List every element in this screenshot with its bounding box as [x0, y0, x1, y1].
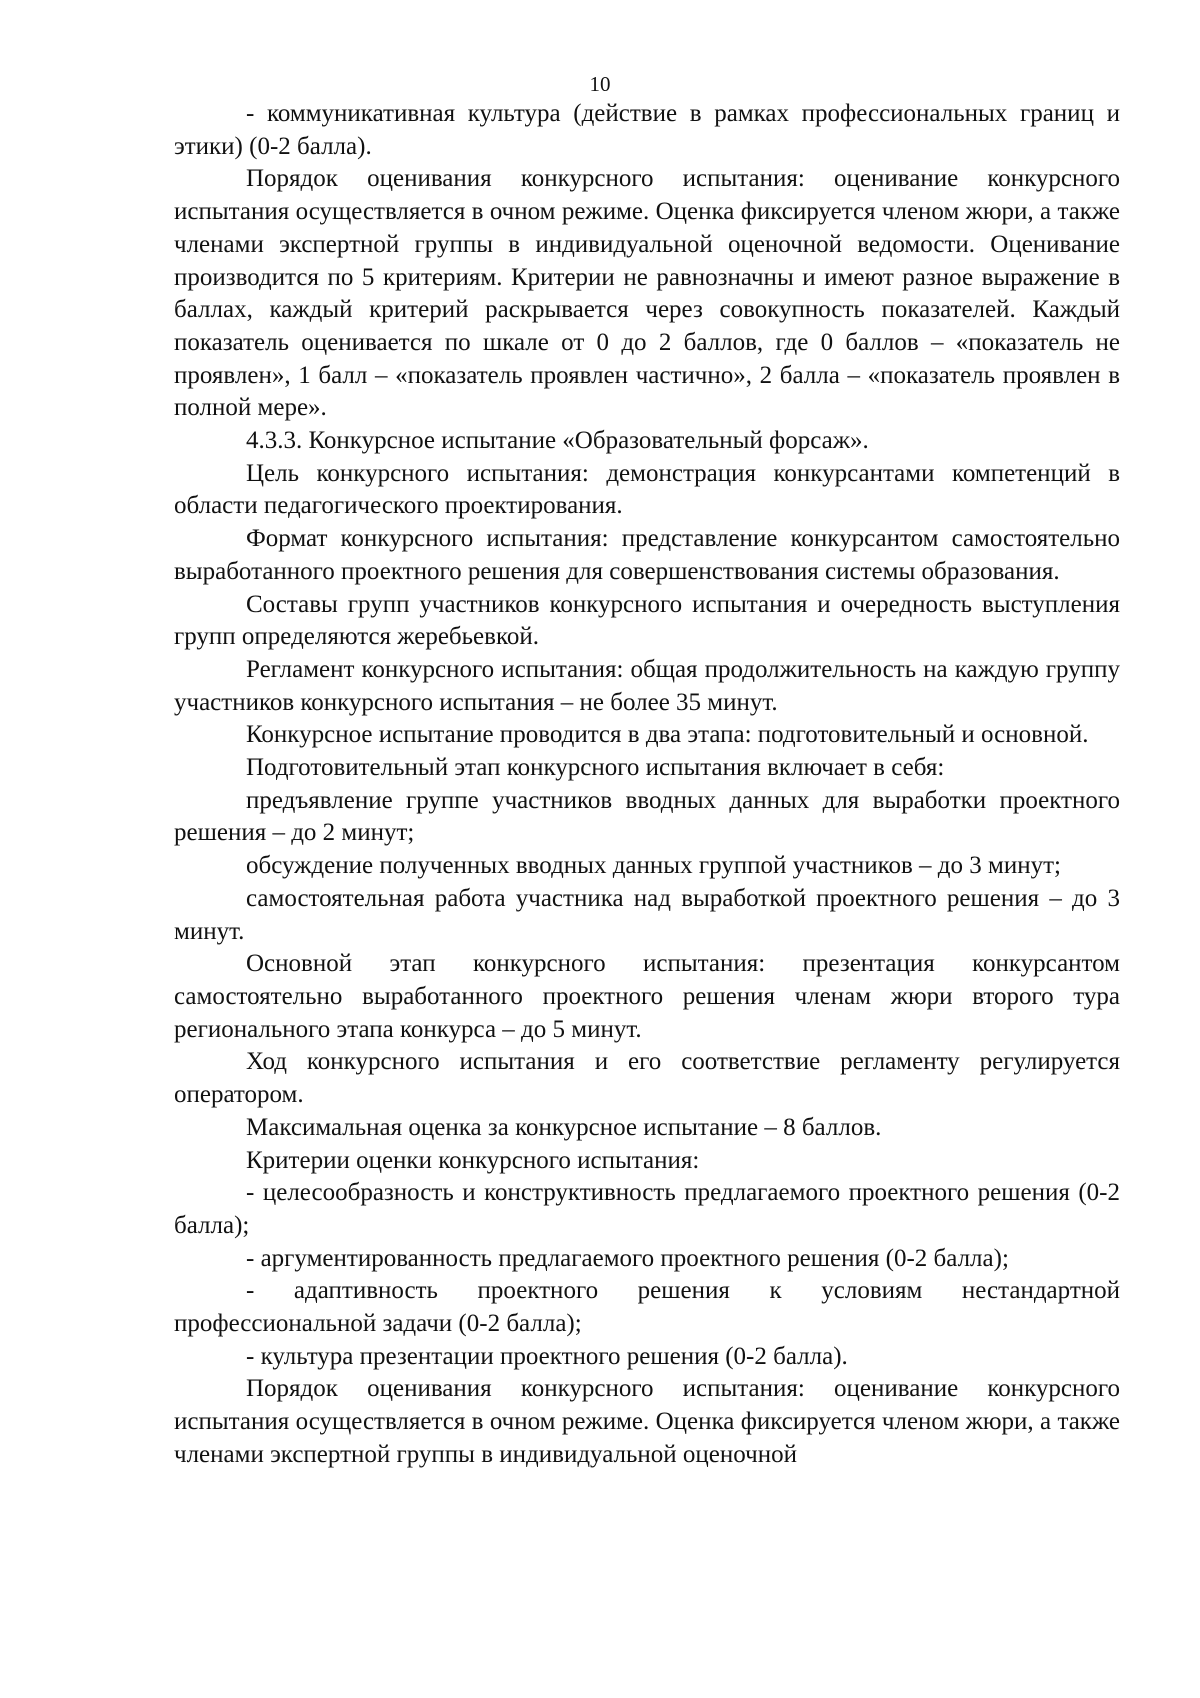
- format-paragraph: Формат конкурсного испытания: представление конкурсантом самостоятельно выработанного проектного решения для совершенствования системы образования.: [174, 525, 1120, 585]
- criterion-communicative-culture: - коммуникативная культура (действие в рамках профессиональных границ и этики) (0-2 балла).: [174, 100, 1120, 160]
- regulations-paragraph: Регламент конкурсного испытания: общая продолжительность на каждую группу участников конкурсного испытания – не более 35 минут.: [174, 655, 1120, 716]
- max-score-paragraph: Максимальная оценка за конкурсное испытание – 8 баллов.: [246, 1113, 882, 1141]
- evaluation-procedure-paragraph: Порядок оценивания конкурсного испытания: оценивание конкурсного испытания осуществляется в очном режиме. Оценка фиксируется членом жюри, а также членами экспертной группы в индивидуальной оценочной ведомости. Оценивание производится по 5 критериям. Критерии не равнозначны и имеют разное выражение в баллах, каждый критерий раскрывается через совокупность показателей. Каждый показатель оценивается по шкале от 0 до 2 баллов, где 0 баллов – «показатель не проявлен», 1 балл – «показатель проявлен частично», 2 балла – «показатель проявлен в полной мере».: [174, 165, 1120, 422]
- goal-paragraph: Цель конкурсного испытания: демонстрация конкурсантами компетенций в области педагогического проектирования.: [174, 459, 1120, 520]
- page-number: 10: [589, 72, 611, 96]
- criteria-heading: Критерии оценки конкурсного испытания:: [246, 1146, 700, 1174]
- section-heading-4-3-3: 4.3.3. Конкурсное испытание «Образовательный форсаж».: [246, 427, 869, 455]
- criterion-argumentation: - аргументированность предлагаемого проектного решения (0-2 балла);: [246, 1244, 1009, 1272]
- document-body: [174, 98, 1120, 1472]
- criterion-presentation-culture: - культура презентации проектного решения (0-2 балла).: [246, 1342, 848, 1370]
- criterion-adaptivity: - адаптивность проектного решения к условиям нестандартной профессиональной задачи (0-2 балла);: [174, 1277, 1120, 1338]
- stages-paragraph: Конкурсное испытание проводится в два этапа: подготовительный и основной.: [246, 721, 1089, 749]
- evaluation-procedure-paragraph-2: Порядок оценивания конкурсного испытания: оценивание конкурсного испытания осуществляется в очном режиме. Оценка фиксируется членом жюри, а также членами экспертной группы в индивидуальной оценочной: [174, 1375, 1120, 1468]
- prep-step-independent-work: самостоятельная работа участника над выработкой проектного решения – до 3 минут.: [174, 884, 1120, 945]
- groups-paragraph: Составы групп участников конкурсного испытания и очередность выступления групп определяются жеребьевкой.: [174, 590, 1120, 651]
- main-stage-paragraph: Основной этап конкурсного испытания: презентация конкурсантом самостоятельно выработанного проектного решения членам жюри второго тура регионального этапа конкурса – до 5 минут.: [174, 950, 1120, 1043]
- prep-step-discussion: обсуждение полученных вводных данных группой участников – до 3 минут;: [246, 852, 1061, 880]
- operator-paragraph: Ход конкурсного испытания и его соответствие регламенту регулируется оператором.: [174, 1048, 1120, 1109]
- criterion-expediency: - целесообразность и конструктивность предлагаемого проектного решения (0-2 балла);: [174, 1179, 1120, 1239]
- preparatory-stage-paragraph: Подготовительный этап конкурсного испытания включает в себя:: [246, 754, 945, 782]
- prep-step-input-data: предъявление группе участников вводных данных для выработки проектного решения – до 2 минут;: [174, 786, 1120, 847]
